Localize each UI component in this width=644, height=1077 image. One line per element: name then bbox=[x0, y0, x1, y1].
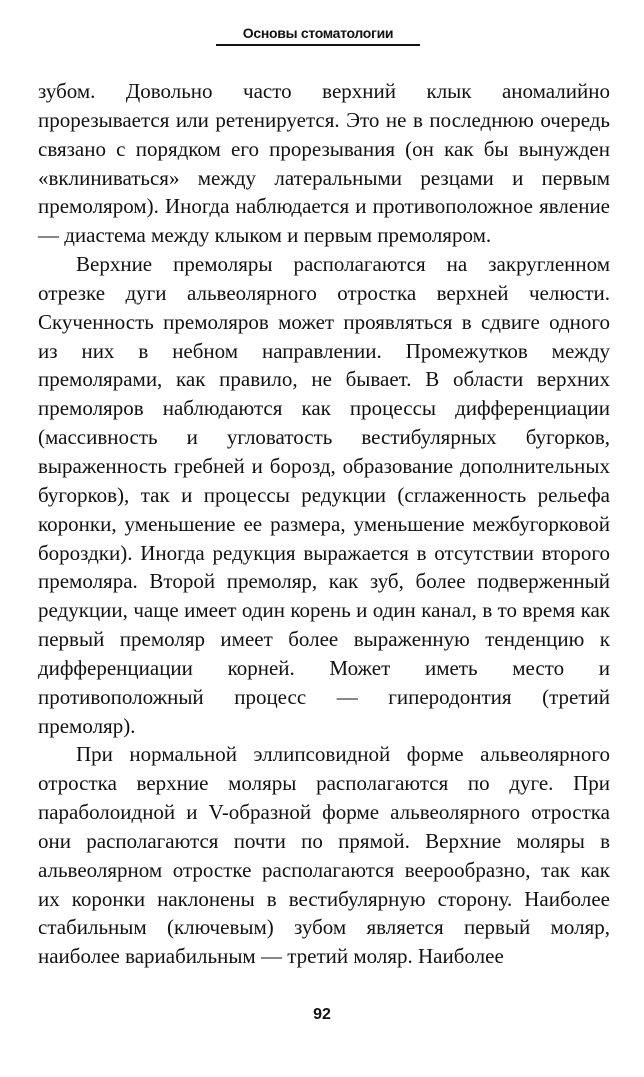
page-number: 92 bbox=[313, 1006, 331, 1023]
paragraph-upper-molars: При нормальной эллипсовидной форме альвеолярного отростка верхние моляры располагаются по дуге. При параболоидной и V-образной форме альвеолярного отростка они располагаются почти по прямой. Верхние моляры в альвеолярном отростке располагаются веерообразно, так как их коронки наклонены в вестибулярную сторону. Наиболее стабильным (ключевым) зубом является первый моляр, наиболее вариабильным — третий моляр. Наиболее bbox=[38, 742, 610, 969]
body-text bbox=[38, 77, 610, 971]
paragraph-continuation: зубом. Довольно часто верхний клык аномалийно прорезывается или ретенируется. Это не в последнюю очередь связано с порядком его прорезывания (он как бы вынужден «вклиниваться» между латеральными резцами и первым премоляром). Иногда наблюдается и противоположное явление — диастема между клыком и первым премоляром. bbox=[38, 79, 610, 248]
running-head: Основы стоматологии bbox=[216, 24, 420, 46]
paragraph-upper-premolars: Верхние премоляры располагаются на закругленном отрезке дуги альвеолярного отростка верхней челюсти. Скученность премоляров может проявляться в сдвиге одного из них в небном направлении. Промежутков между премолярами, как правило, не бывает. В области верхних премоляров наблюдаются как процессы дифференциации (массивность и угловатость вестибулярных бугорков, выраженность гребней и борозд, образование дополнительных бугорков), так и процессы редукции (сглаженность рельефа коронки, уменьшение ее размера, уменьшение межбугорковой бороздки). Иногда редукция выражается в отсутствии второго премоляра. Второй премоляр, как зуб, более подверженный редукции, чаще имеет один корень и один канал, в то время как первый премоляр имеет более выраженную тенденцию к дифференциации корней. Может иметь место и противоположный процесс — гиперодонтия (третий премоляр). bbox=[38, 252, 610, 738]
